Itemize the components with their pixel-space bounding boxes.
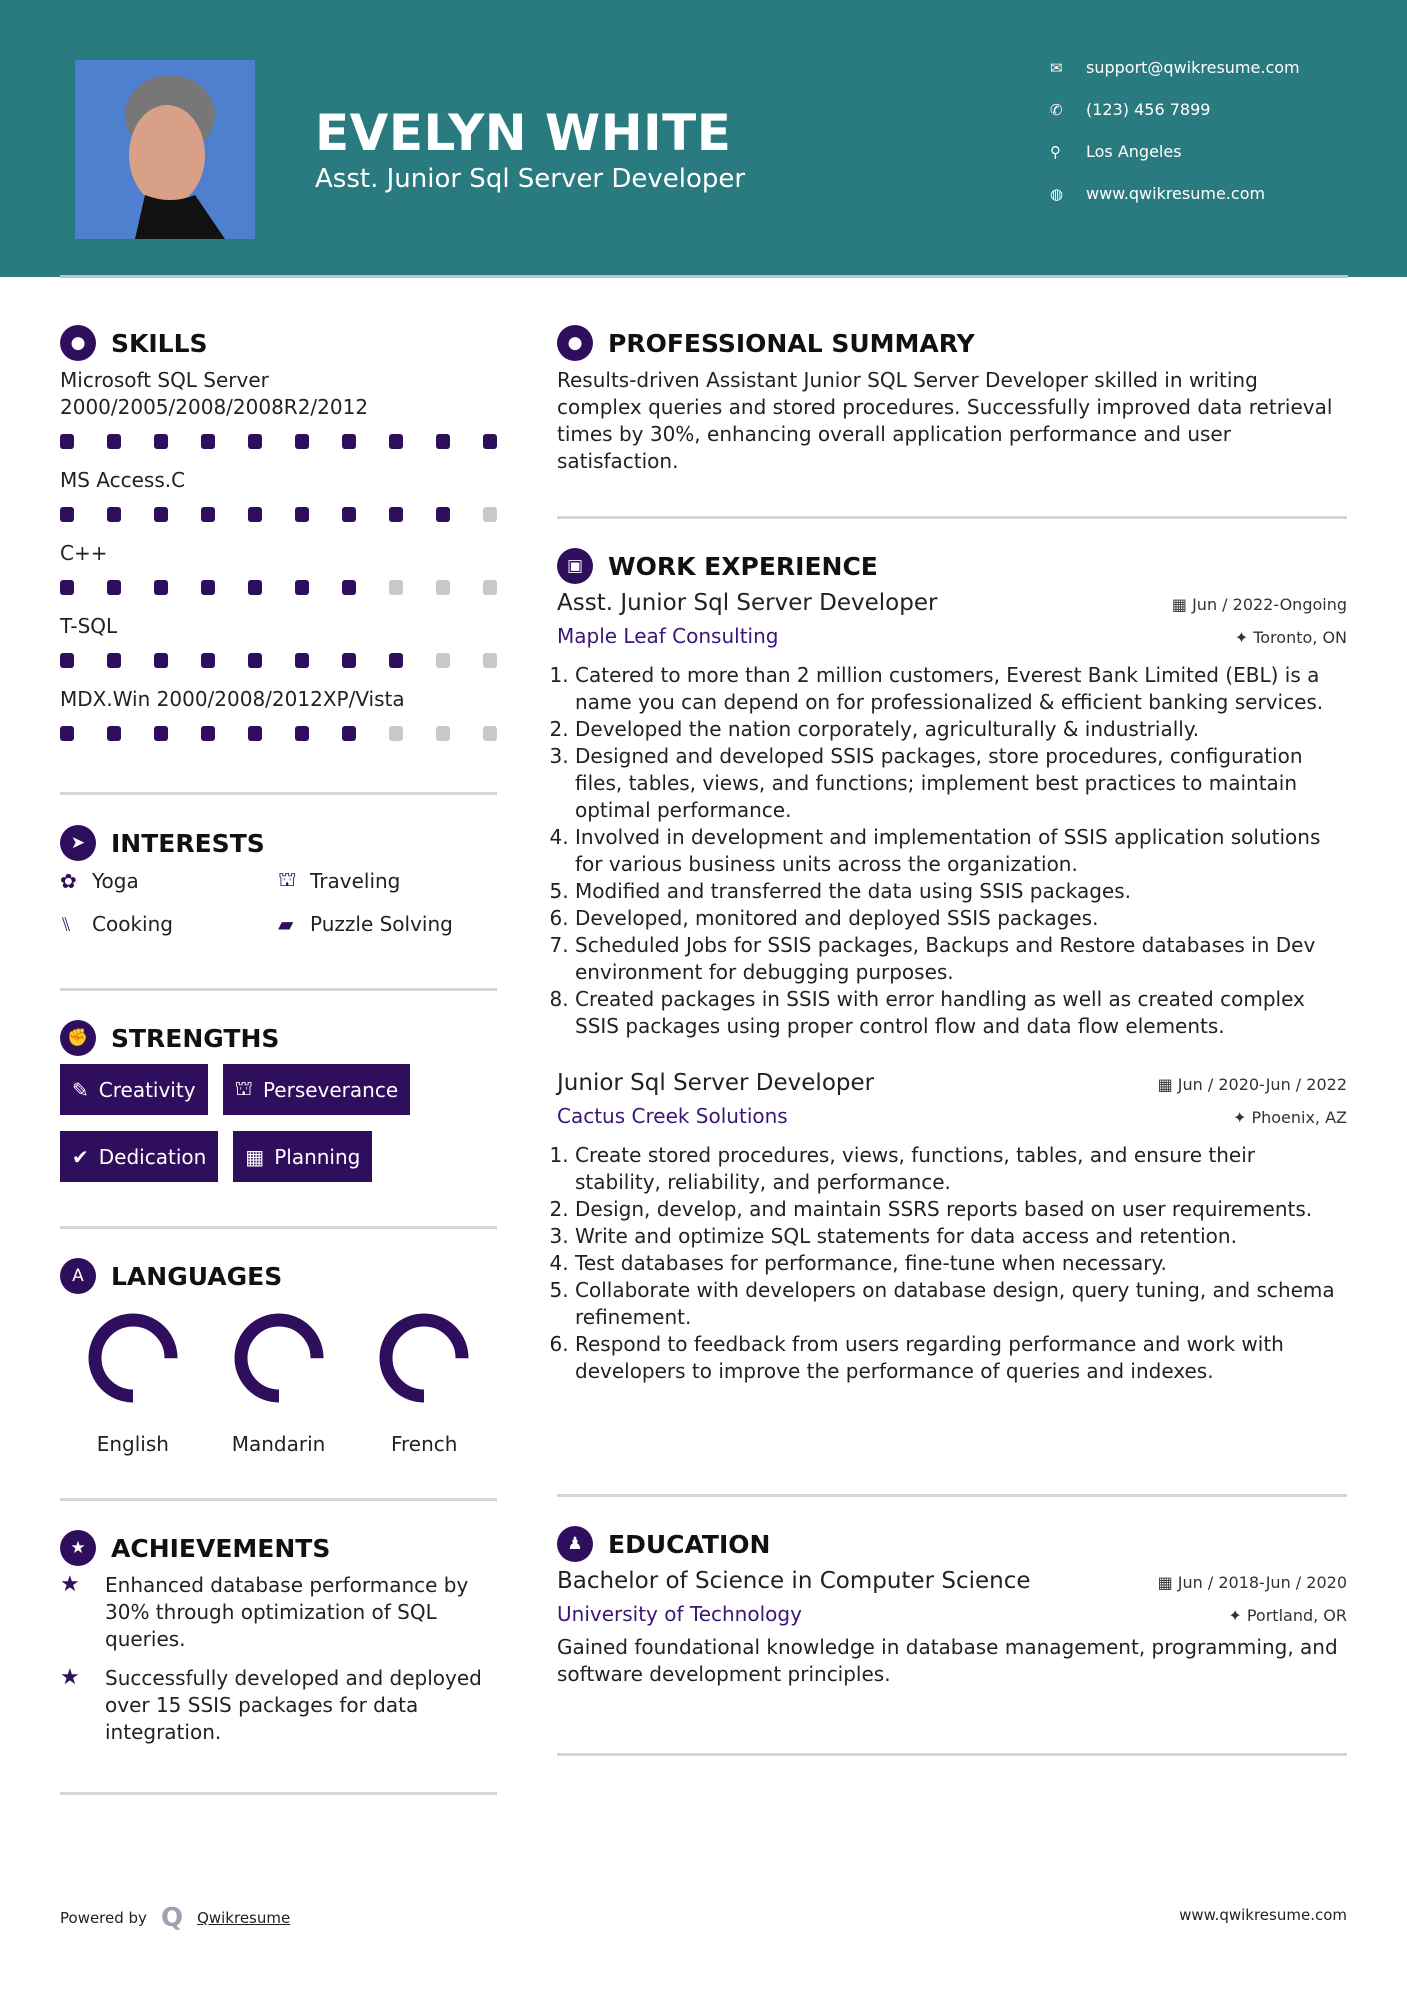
skill-item (60, 467, 497, 522)
duty-item: 5. Collaborate with developers on database design, query tuning, and schema refinement. (575, 1277, 1347, 1331)
skill-name: C++ (60, 541, 108, 565)
brush-icon: ✎ (72, 1077, 89, 1102)
briefcase-icon: ▣ (557, 548, 593, 584)
section-title: SKILLS (111, 328, 208, 358)
rating-dot (60, 580, 74, 595)
rating-dot (389, 580, 403, 595)
interest-item: ⛫ Traveling (278, 867, 401, 893)
duty-item: 6. Respond to feedback from users regarding performance and work with developers to improve the performance of queries and indexes. (575, 1331, 1347, 1385)
duty-item: 1. Catered to more than 2 million customers, Everest Bank Limited (EBL) is a name you can depend on for professionalized & efficient banking services. (575, 662, 1347, 716)
language-icon: A (60, 1258, 96, 1294)
calendar-icon: ▦ (1157, 1075, 1178, 1094)
lightbulb-icon: ● (60, 325, 96, 361)
skill-rating (60, 580, 497, 595)
paper-plane-icon: ➤ (60, 825, 96, 861)
rating-dot (60, 507, 74, 522)
binoculars-icon: ⛫ (234, 1076, 253, 1100)
job-entry (557, 590, 1347, 1040)
divider (557, 516, 1347, 519)
interest-item: ▰ Puzzle Solving (278, 912, 453, 936)
language-item (206, 1308, 352, 1456)
rating-dot (483, 726, 497, 741)
rating-dot (342, 580, 356, 595)
rating-dot (248, 726, 262, 741)
rating-dot (436, 434, 450, 449)
job-duties (557, 662, 1347, 1040)
map-pin-icon: ⚲ (1050, 142, 1061, 161)
book-icon: ▰ (278, 912, 294, 936)
section-title: ACHIEVEMENTS (111, 1533, 331, 1563)
education-text: Gained foundational knowledge in database management, programming, and software development principles. (557, 1635, 1338, 1686)
duty-item: 3. Write and optimize SQL statements for data access and retention. (575, 1223, 1347, 1250)
rating-dot (483, 507, 497, 522)
interests-section (60, 825, 497, 936)
skill-rating (60, 434, 497, 449)
summary-section (557, 325, 1347, 475)
company-name: Maple Leaf Consulting (557, 624, 779, 648)
yoga-icon: ✿ (60, 868, 77, 893)
star-icon: ★ (60, 1530, 96, 1566)
calendar-icon: ▦ (245, 1144, 265, 1169)
skill-name: MS Access.C (60, 468, 186, 492)
contact-email[interactable]: ✉ support@qwikresume.com (1050, 58, 1300, 77)
pin-icon: ✦ (1228, 1606, 1247, 1625)
skill-rating (60, 726, 497, 741)
rating-dot (436, 726, 450, 741)
section-title: PROFESSIONAL SUMMARY (608, 328, 975, 358)
calendar-icon: ▦ (1157, 1573, 1178, 1592)
rating-dot (201, 726, 215, 741)
interest-item: ⑊ Cooking (60, 912, 173, 936)
rating-dot (483, 580, 497, 595)
rating-dot (201, 653, 215, 668)
pin-icon: ✦ (1234, 628, 1254, 647)
rating-dot (154, 434, 168, 449)
section-title: STRENGTHS (111, 1023, 280, 1053)
skill-name: MDX.Win 2000/2008/2012XP/Vista (60, 687, 405, 711)
section-title: WORK EXPERIENCE (608, 551, 878, 581)
binoculars-icon: ⛫ (278, 867, 297, 891)
footer-powered: Powered by Q Qwikresume (60, 1903, 291, 1933)
rating-dot (154, 653, 168, 668)
rating-dot (248, 653, 262, 668)
rating-dot (201, 434, 215, 449)
rating-dot (154, 507, 168, 522)
rating-dot (436, 580, 450, 595)
job-location: ✦ Toronto, ON (1234, 628, 1347, 647)
strength-tag: ▦ Planning (233, 1131, 372, 1182)
profile-photo (75, 60, 255, 239)
calendar-icon: ▦ (1171, 595, 1193, 614)
header-divider (60, 275, 1348, 278)
candidate-title: Asst. Junior Sql Server Developer (315, 164, 746, 194)
duty-item: 7. Scheduled Jobs for SSIS packages, Backups and Restore databases in Dev environment for debugging purposes. (575, 932, 1347, 986)
footer-site[interactable]: www.qwikresume.com (1179, 1906, 1347, 1924)
rating-dot (342, 434, 356, 449)
divider (60, 1498, 497, 1501)
rating-dot (60, 434, 74, 449)
strength-tag: ⛫ Perseverance (223, 1064, 411, 1115)
rating-dot (483, 434, 497, 449)
rating-dot (107, 507, 121, 522)
section-title: INTERESTS (111, 828, 265, 858)
duty-item: 2. Design, develop, and maintain SSRS reports based on user requirements. (575, 1196, 1347, 1223)
rating-dot (201, 580, 215, 595)
rating-dot (389, 726, 403, 741)
language-name: French (390, 1432, 458, 1456)
section-title: LANGUAGES (111, 1261, 283, 1291)
qwikresume-link[interactable]: Qwikresume (197, 1909, 291, 1927)
rating-dot (436, 653, 450, 668)
work-section (557, 548, 1347, 1385)
interest-item: ✿ Yoga (60, 868, 139, 893)
language-level-ring (374, 1308, 474, 1408)
education-location: ✦ Portland, OR (1228, 1606, 1347, 1625)
achievement-item: ★ Successfully developed and deployed over 15 SSIS packages for data integration. (60, 1665, 482, 1744)
languages-section (60, 1258, 497, 1456)
skill-rating (60, 653, 497, 668)
rating-dot (60, 653, 74, 668)
utensils-icon: ⑊ (60, 912, 72, 936)
degree: Bachelor of Science in Computer Science (557, 1568, 1031, 1594)
education-section (557, 1526, 1347, 1688)
rating-dot (248, 507, 262, 522)
duty-item: 1. Create stored procedures, views, functions, tables, and ensure their stability, reliability, and performance. (575, 1142, 1347, 1196)
check-circle-icon: ✔ (72, 1144, 89, 1169)
summary-text: Results-driven Assistant Junior SQL Server Developer skilled in writing complex queries and stored procedures. Successfully improved data retrieval times by 30%, enhancing overall application performance and user satisfaction. (557, 368, 1333, 473)
rating-dot (248, 434, 262, 449)
job-location: ✦ Phoenix, AZ (1232, 1108, 1347, 1127)
skills-section (60, 325, 497, 759)
fist-icon: ✊ (60, 1020, 96, 1056)
rating-dot (107, 434, 121, 449)
rating-dot (389, 653, 403, 668)
job-entry (557, 1070, 1347, 1385)
rating-dot (295, 653, 309, 668)
language-item (351, 1308, 497, 1456)
language-item (60, 1308, 206, 1456)
strength-tag: ✎ Creativity (60, 1064, 208, 1115)
candidate-name: EVELYN WHITE (315, 104, 732, 162)
rating-dot (201, 507, 215, 522)
divider (60, 792, 497, 795)
company-name: Cactus Creek Solutions (557, 1104, 788, 1128)
qwikresume-logo-icon: Q (160, 1903, 184, 1933)
rating-dot (342, 653, 356, 668)
skill-item (60, 686, 497, 741)
envelope-icon: ✉ (1050, 58, 1063, 77)
strength-tag: ✔ Dedication (60, 1131, 218, 1182)
duty-item: 5. Modified and transferred the data using SSIS packages. (575, 878, 1347, 905)
rating-dot (436, 507, 450, 522)
rating-dot (154, 726, 168, 741)
job-title: Asst. Junior Sql Server Developer (557, 590, 938, 616)
skill-rating (60, 507, 497, 522)
duty-item: 6. Developed, monitored and deployed SSIS packages. (575, 905, 1347, 932)
duty-item: 4. Involved in development and implementation of SSIS application solutions for various business units across the organization. (575, 824, 1347, 878)
rating-dot (483, 653, 497, 668)
rating-dot (342, 507, 356, 522)
contact-website[interactable]: ◍ www.qwikresume.com (1050, 184, 1266, 203)
language-level-ring (83, 1308, 183, 1408)
skill-item (60, 613, 497, 668)
rating-dot (248, 580, 262, 595)
user-icon: ● (557, 325, 593, 361)
shooting-star-icon: ★ (60, 1572, 80, 1597)
skill-item (60, 367, 497, 449)
rating-dot (107, 580, 121, 595)
rating-dot (295, 726, 309, 741)
contact-phone: ✆ (123) 456 7899 (1050, 100, 1211, 119)
rating-dot (342, 726, 356, 741)
divider (60, 988, 497, 991)
divider (557, 1753, 1347, 1756)
pin-icon: ✦ (1232, 1108, 1252, 1127)
divider (60, 1792, 497, 1795)
skill-item (60, 540, 497, 595)
shooting-star-icon: ★ (60, 1665, 80, 1690)
education-date: ▦ Jun / 2018-Jun / 2020 (1157, 1573, 1347, 1592)
rating-dot (107, 726, 121, 741)
strengths-section (60, 1020, 497, 1182)
divider (60, 1226, 497, 1229)
rating-dot (295, 434, 309, 449)
rating-dot (295, 507, 309, 522)
graduate-icon: ♟ (557, 1526, 593, 1562)
rating-dot (295, 580, 309, 595)
globe-icon: ◍ (1050, 184, 1064, 203)
rating-dot (60, 726, 74, 741)
job-date: ▦ Jun / 2020-Jun / 2022 (1157, 1075, 1347, 1094)
achievement-item: ★ Enhanced database performance by 30% through optimization of SQL queries. (60, 1572, 469, 1651)
duty-item: 4. Test databases for performance, fine-tune when necessary. (575, 1250, 1347, 1277)
duty-item: 3. Designed and developed SSIS packages, store procedures, configuration files, tables, views, and functions; implement best practices to maintain optimal performance. (575, 743, 1347, 824)
rating-dot (389, 434, 403, 449)
phone-icon: ✆ (1050, 100, 1063, 119)
rating-dot (389, 507, 403, 522)
skill-name: Microsoft SQL Server 2000/2005/2008/2008R2/2012 (60, 368, 369, 419)
rating-dot (107, 653, 121, 668)
job-title: Junior Sql Server Developer (557, 1070, 875, 1096)
language-name: Mandarin (231, 1432, 326, 1456)
language-level-ring (229, 1308, 329, 1408)
duty-item: 2. Developed the nation corporately, agriculturally & industrially. (575, 716, 1347, 743)
school: University of Technology (557, 1602, 802, 1626)
language-name: English (96, 1432, 169, 1456)
duty-item: 8. Created packages in SSIS with error handling as well as created complex SSIS packages using proper control flow and data flow elements. (575, 986, 1347, 1040)
achievements-section (60, 1530, 497, 1758)
skill-name: T-SQL (60, 614, 118, 638)
job-date: ▦ Jun / 2022-Ongoing (1171, 595, 1347, 614)
divider (557, 1494, 1347, 1497)
job-duties (557, 1142, 1347, 1385)
section-title: EDUCATION (608, 1529, 771, 1559)
rating-dot (154, 580, 168, 595)
contact-location: ⚲ Los Angeles (1050, 142, 1182, 161)
